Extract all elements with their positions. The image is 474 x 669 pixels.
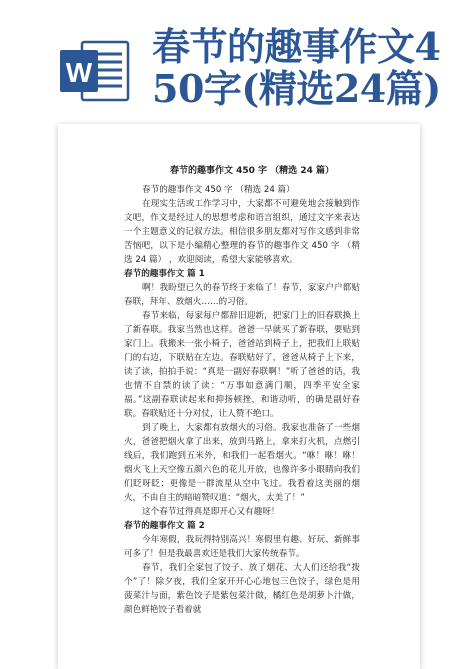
intro-paragraph: 在现实生活或工作学习中，大家都不可避免地会接触到作文吧，作文是经过人的思想考虑和语言组织，通过文字来表达一个主题意义的记叙方法。相信很多朋友都对写作文感到非常苦恼吧，以下是小编精心整理的春节的趣事作文 450 字 （精选 24 篇） ，欢迎阅读，希望大家能够喜欢。 — [124, 199, 360, 265]
section2-paragraph-1: 今年寒假，我玩得特别高兴！寒假里有趣、好玩、新鲜事可多了！但是我最喜欢还是我们大家传统春节。 — [124, 535, 360, 559]
word-icon-letter: W — [65, 57, 93, 88]
section1-paragraph-4: 这个春节过得真是即开心又有趣呀！ — [142, 507, 280, 517]
word-document-icon — [60, 40, 130, 102]
section-heading-2: 春节的趣事作文 篇 2 — [124, 521, 205, 531]
title-line-2: 50字(精选24篇) — [152, 66, 441, 111]
section-heading-1: 春节的趣事作文 篇 1 — [124, 269, 205, 279]
banner — [0, 0, 474, 120]
section1-paragraph-3: 到了晚上，大家都有放烟火的习俗。我家也准备了一些烟火，爸爸把烟火拿了出来，放到马路上，拿来打火机，点燃引线后，我们跑到五米外，和我们一起看烟火。“咻！咻！咻！烟火飞上天空像五颜六色的花儿开放，也像许多小眼睛向我们们眨呀眨；更像是一群流星从空中飞过。我看着这美丽的烟火，不由自主的暗暗赞叹道：“烟火，太美了！” — [124, 423, 360, 503]
section1-paragraph-2: 春节来临，每家每户都辞旧迎新，把家门上的旧春联换上了新春联。我家当然也这样。爸爸一早就买了新春联，要贴到家门上。我搬来一张小椅子，爸爸站到椅子上，把我们上联贴门的右边，下联贴在左边。春联贴好了，爸爸从椅子上下来，读了读，拍拍手说：“真是一副好春联啊！”听了爸爸的话，我也情不自禁的读了读：“万事如意满门顺，四季平安全家福。”这副春联读起来和抑扬顿挫，和谐动听，的确是副好春联。春联贴还十分对仗，让人赞不绝口。 — [124, 311, 360, 419]
title-line-1: 春节的趣事作文4 — [152, 24, 441, 69]
document-content — [124, 164, 360, 617]
document-subtitle: 春节的趣事作文 450 字 （精选 24 篇） — [142, 185, 295, 195]
page-title — [152, 26, 452, 110]
document-title: 春节的趣事作文 450 字 （精选 24 篇） — [170, 166, 334, 176]
section1-paragraph-1: 啊！我盼望已久的春节终于来临了！春节，家家户户都贴春联，拜年、放烟火……的习俗。 — [124, 283, 360, 307]
document-page — [58, 124, 420, 669]
section2-paragraph-2: 春节，我们全家包了饺子、放了烟花、大人们还给我“拨个”了！除夕夜，我们全家开开心心地包三色饺子，绿色是用菠菜汁与面，紫色饺子是紫包菜汁做，橘红色是胡萝卜汁做，颜色鲜艳饺子看着就 — [124, 563, 360, 615]
